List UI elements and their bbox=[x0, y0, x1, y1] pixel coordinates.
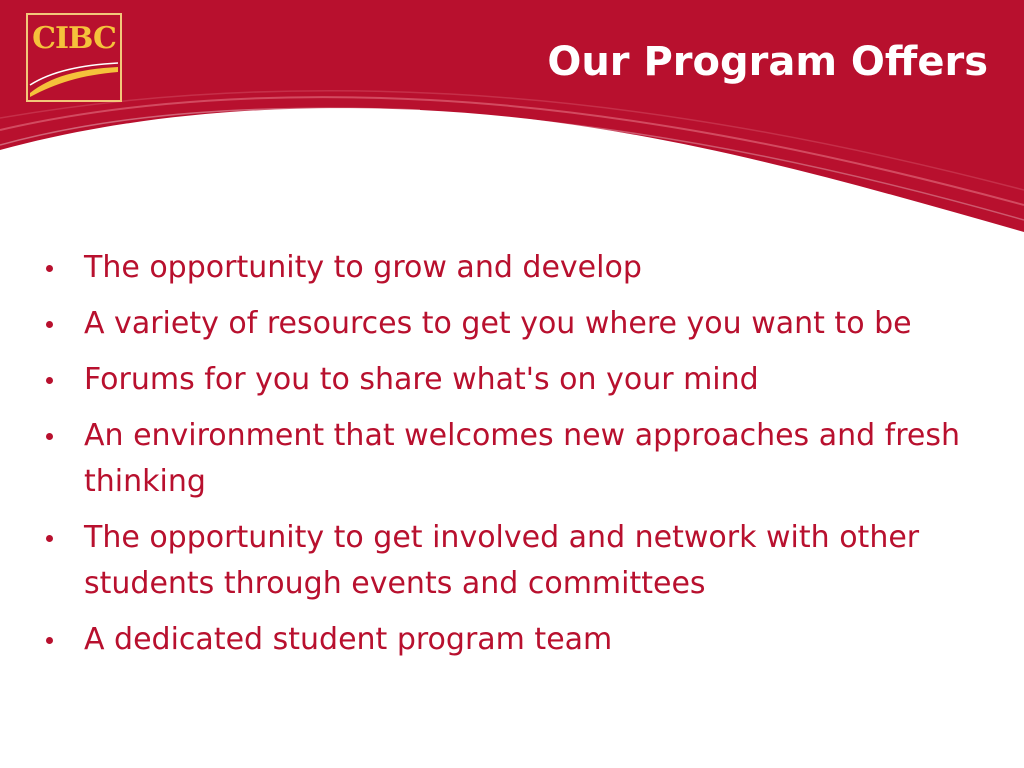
list-item-text: The opportunity to get involved and network with other students through events and committees bbox=[84, 520, 920, 601]
bullet-list bbox=[42, 245, 992, 673]
bullet-icon bbox=[46, 433, 53, 440]
bullet-icon bbox=[46, 637, 53, 644]
bullet-icon bbox=[46, 321, 53, 328]
list-item bbox=[42, 413, 992, 505]
list-item bbox=[42, 617, 992, 663]
list-item-text: The opportunity to grow and develop bbox=[84, 250, 642, 285]
list-item-text: An environment that welcomes new approaches and fresh thinking bbox=[84, 418, 961, 499]
list-item-text: Forums for you to share what's on your mind bbox=[84, 362, 759, 397]
list-item bbox=[42, 357, 992, 403]
logo-swoosh-icon bbox=[28, 59, 120, 99]
list-item-text: A variety of resources to get you where you want to be bbox=[84, 306, 912, 341]
logo-text: CIBC bbox=[32, 21, 116, 56]
bullet-icon bbox=[46, 377, 53, 384]
bullet-icon bbox=[46, 265, 53, 272]
page-title: Our Program Offers bbox=[547, 39, 988, 85]
list-item bbox=[42, 301, 992, 347]
list-item-text: A dedicated student program team bbox=[84, 622, 613, 657]
bullet-icon bbox=[46, 535, 53, 542]
list-item bbox=[42, 245, 992, 291]
list-item bbox=[42, 515, 992, 607]
cibc-logo bbox=[26, 13, 122, 102]
